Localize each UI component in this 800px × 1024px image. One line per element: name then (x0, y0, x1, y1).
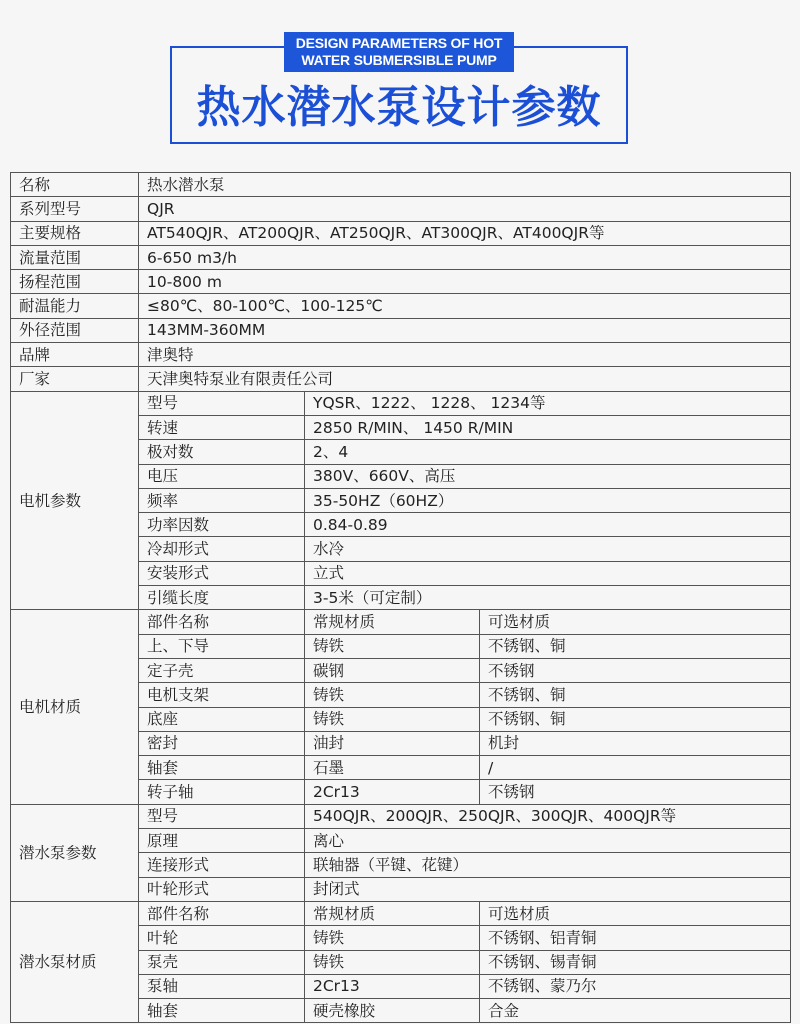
english-title-line-1: DESIGN PARAMETERS OF HOT (295, 35, 503, 51)
regular-material: 铸铁 (305, 683, 480, 707)
optional-material: 不锈钢、铜 (480, 707, 791, 731)
table-row (11, 804, 791, 828)
table-row (11, 318, 791, 342)
optional-material: 不锈钢、铜 (480, 683, 791, 707)
row-value: 津奥特 (139, 343, 791, 367)
regular-material: 石墨 (305, 756, 480, 780)
table-row (11, 173, 791, 197)
row-label: 耐温能力 (11, 294, 139, 318)
group-label: 电机材质 (11, 610, 139, 804)
regular-material: 硬壳橡胶 (305, 999, 480, 1023)
group-label: 潜水泵材质 (11, 901, 139, 1022)
english-title-line-2: WATER SUBMERSIBLE PUMP (301, 52, 497, 68)
param-value: 2、4 (305, 440, 791, 464)
param-label: 叶轮形式 (139, 877, 305, 901)
param-value: 封闭式 (305, 877, 791, 901)
param-label: 功率因数 (139, 513, 305, 537)
table-row (11, 391, 791, 415)
regular-material: 油封 (305, 731, 480, 755)
part-name: 轴套 (139, 756, 305, 780)
group-label: 潜水泵参数 (11, 804, 139, 901)
row-value: 143MM-360MM (139, 318, 791, 342)
row-value: 热水潜水泵 (139, 173, 791, 197)
table-row (11, 610, 791, 634)
optional-material: / (480, 756, 791, 780)
table-row (11, 367, 791, 391)
param-value: 540QJR、200QJR、250QJR、300QJR、400QJR等 (305, 804, 791, 828)
row-value: QJR (139, 197, 791, 221)
regular-material: 铸铁 (305, 926, 480, 950)
param-value: 联轴器（平键、花键） (305, 853, 791, 877)
regular-material: 2Cr13 (305, 780, 480, 804)
regular-material: 铸铁 (305, 634, 480, 658)
param-label: 转速 (139, 415, 305, 439)
chinese-title: 热水潜水泵设计参数 (196, 82, 602, 133)
param-value: 3-5米（可定制） (305, 586, 791, 610)
regular-material: 铸铁 (305, 707, 480, 731)
table-row (11, 343, 791, 367)
part-name: 叶轮 (139, 926, 305, 950)
param-label: 频率 (139, 488, 305, 512)
row-value: 6-650 m3/h (139, 245, 791, 269)
row-label: 名称 (11, 173, 139, 197)
table-row (11, 245, 791, 269)
param-value: 35-50HZ（60HZ） (305, 488, 791, 512)
regular-material: 常规材质 (305, 610, 480, 634)
param-label: 极对数 (139, 440, 305, 464)
part-name: 底座 (139, 707, 305, 731)
row-label: 流量范围 (11, 245, 139, 269)
row-label: 外径范围 (11, 318, 139, 342)
part-name: 泵轴 (139, 974, 305, 998)
row-label: 品牌 (11, 343, 139, 367)
row-value: 10-800 m (139, 270, 791, 294)
part-name: 定子壳 (139, 658, 305, 682)
optional-material: 不锈钢、铜 (480, 634, 791, 658)
regular-material: 铸铁 (305, 950, 480, 974)
param-value: 水冷 (305, 537, 791, 561)
param-label: 连接形式 (139, 853, 305, 877)
param-value: 2850 R/MIN、 1450 R/MIN (305, 415, 791, 439)
regular-material: 2Cr13 (305, 974, 480, 998)
header (0, 0, 800, 160)
optional-material: 不锈钢、蒙乃尔 (480, 974, 791, 998)
row-label: 系列型号 (11, 197, 139, 221)
spec-table (10, 172, 791, 1023)
row-label: 主要规格 (11, 221, 139, 245)
part-name: 转子轴 (139, 780, 305, 804)
part-name: 部件名称 (139, 901, 305, 925)
part-name: 上、下导 (139, 634, 305, 658)
optional-material: 不锈钢、锡青铜 (480, 950, 791, 974)
row-value: AT540QJR、AT200QJR、AT250QJR、AT300QJR、AT400QJR等 (139, 221, 791, 245)
param-label: 安装形式 (139, 561, 305, 585)
table-row (11, 270, 791, 294)
param-value: 离心 (305, 829, 791, 853)
row-value: ≤80℃、80-100℃、100-125℃ (139, 294, 791, 318)
param-value: YQSR、1222、 1228、 1234等 (305, 391, 791, 415)
table-row (11, 221, 791, 245)
param-label: 型号 (139, 391, 305, 415)
param-value: 立式 (305, 561, 791, 585)
regular-material: 碳钢 (305, 658, 480, 682)
optional-material: 不锈钢 (480, 780, 791, 804)
table-row (11, 197, 791, 221)
optional-material: 不锈钢、铝青铜 (480, 926, 791, 950)
row-label: 扬程范围 (11, 270, 139, 294)
optional-material: 机封 (480, 731, 791, 755)
part-name: 密封 (139, 731, 305, 755)
part-name: 部件名称 (139, 610, 305, 634)
table-row (11, 294, 791, 318)
row-label: 厂家 (11, 367, 139, 391)
part-name: 电机支架 (139, 683, 305, 707)
param-label: 电压 (139, 464, 305, 488)
regular-material: 常规材质 (305, 901, 480, 925)
row-value: 天津奥特泵业有限责任公司 (139, 367, 791, 391)
table-row (11, 901, 791, 925)
param-label: 引缆长度 (139, 586, 305, 610)
optional-material: 可选材质 (480, 610, 791, 634)
group-label: 电机参数 (11, 391, 139, 610)
optional-material: 可选材质 (480, 901, 791, 925)
param-value: 380V、660V、高压 (305, 464, 791, 488)
param-label: 型号 (139, 804, 305, 828)
english-title-badge (284, 32, 514, 72)
param-label: 原理 (139, 829, 305, 853)
optional-material: 不锈钢 (480, 658, 791, 682)
optional-material: 合金 (480, 999, 791, 1023)
param-value: 0.84-0.89 (305, 513, 791, 537)
part-name: 轴套 (139, 999, 305, 1023)
part-name: 泵壳 (139, 950, 305, 974)
param-label: 冷却形式 (139, 537, 305, 561)
